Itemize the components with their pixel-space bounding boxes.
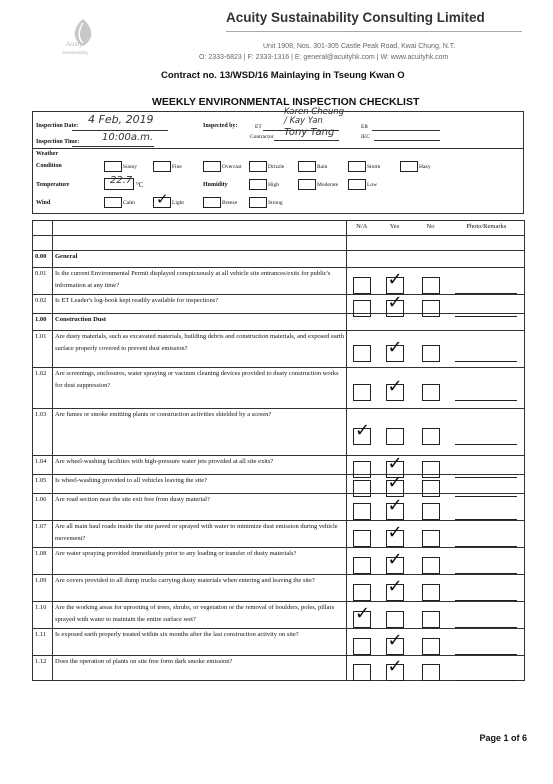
item-number: 1.12 xyxy=(33,656,53,681)
remarks-line[interactable] xyxy=(455,546,517,547)
et-value: Karen Cheung / Kay Yan xyxy=(284,107,345,126)
section-row xyxy=(33,251,525,268)
header-na: N/A xyxy=(347,221,377,236)
item-question: Are dusty materials, such as excavated materials, building debris and construction materials, and exposed earth surface properly covered to prevent dust emission? xyxy=(53,331,347,368)
checkbox-overcast[interactable] xyxy=(203,161,221,172)
weather-label: Weather xyxy=(36,151,58,157)
item-number: 1.09 xyxy=(33,575,53,602)
option-label-light: Light xyxy=(172,200,184,206)
tick-icon: ✓ xyxy=(156,190,169,208)
tick-icon: ✓ xyxy=(387,471,403,493)
remarks-line[interactable] xyxy=(455,293,517,294)
checkbox-no[interactable] xyxy=(422,584,440,601)
item-number: 1.07 xyxy=(33,521,53,548)
item-number: 1.05 xyxy=(33,475,53,494)
table-row xyxy=(33,521,525,548)
table-header-row xyxy=(33,221,525,236)
checklist-table xyxy=(32,220,525,681)
item-number: 1.02 xyxy=(33,368,53,409)
option-label-rain: Rain xyxy=(317,164,328,170)
checkbox-yes[interactable] xyxy=(386,655,404,681)
option-label-hazy: Hazy xyxy=(419,164,431,170)
table-row xyxy=(33,409,525,456)
condition-label: Condition xyxy=(36,163,62,169)
item-number: 1.10 xyxy=(33,602,53,629)
checkbox-drizzle[interactable] xyxy=(249,161,267,172)
inspection-time-line xyxy=(72,146,154,147)
checkbox-no[interactable] xyxy=(422,428,440,445)
checkbox-fine[interactable] xyxy=(153,161,171,172)
tick-icon: ✓ xyxy=(387,336,403,358)
checkbox-na[interactable] xyxy=(353,419,371,445)
item-number: 1.01 xyxy=(33,331,53,368)
option-label-strong: Strong xyxy=(268,200,283,206)
contractor-value: Tony Tang xyxy=(284,127,335,138)
temperature-unit: °C xyxy=(136,181,144,189)
item-question: Are all main haul roads inside the site paved or sprayed with water to minimize dust emission during vehicle movement? xyxy=(53,521,347,548)
tick-icon: ✓ xyxy=(387,655,403,677)
option-label-moderate: Moderate xyxy=(317,182,339,188)
checkbox-high[interactable] xyxy=(249,179,267,190)
checkbox-na[interactable] xyxy=(353,557,371,574)
item-number: 1.03 xyxy=(33,409,53,456)
wind-label: Wind xyxy=(36,200,51,206)
item-question: Are fumes or smoke emitting plants or construction activities shielded by a screen? xyxy=(53,409,347,456)
logo-subtext: Sustainability xyxy=(62,50,89,55)
checkbox-na[interactable] xyxy=(353,584,371,601)
contractor-line xyxy=(274,140,339,141)
remarks-line[interactable] xyxy=(455,654,517,655)
checkbox-no[interactable] xyxy=(422,503,440,520)
option-label-storm: Storm xyxy=(367,164,381,170)
item-number: 0.01 xyxy=(33,268,53,295)
tick-icon: ✓ xyxy=(387,375,403,397)
item-question: Does the operation of plants on site free form dark smoke emission? xyxy=(53,656,347,681)
table-row xyxy=(33,629,525,656)
tick-icon: ✓ xyxy=(387,629,403,651)
item-question: Are screenings, enclosures, water spraying or vacuum cleaning devices provided to dusty construction works for dust suppression? xyxy=(53,368,347,409)
table-row xyxy=(33,368,525,409)
item-question: Is ET Leader's log-book kept readily available for inspections? xyxy=(53,295,347,314)
checkbox-na[interactable] xyxy=(353,638,371,655)
table-row xyxy=(33,475,525,494)
checkbox-na[interactable] xyxy=(353,602,371,628)
checkbox-yes[interactable] xyxy=(386,521,404,547)
checkbox-na[interactable] xyxy=(353,530,371,547)
checkbox-na[interactable] xyxy=(353,277,371,294)
item-number: 1.08 xyxy=(33,548,53,575)
item-number: 1.00 xyxy=(33,314,53,331)
remarks-line[interactable] xyxy=(455,627,517,628)
checkbox-no[interactable] xyxy=(422,664,440,681)
company-name: Acuity Sustainability Consulting Limited xyxy=(226,10,485,25)
item-number: 1.06 xyxy=(33,494,53,521)
tick-icon: ✓ xyxy=(355,602,371,624)
checkbox-yes[interactable] xyxy=(386,268,404,294)
checkbox-no[interactable] xyxy=(422,277,440,294)
table-row xyxy=(33,548,525,575)
checkbox-moderate[interactable] xyxy=(298,179,316,190)
checkbox-yes[interactable] xyxy=(386,629,404,655)
tick-icon: ✓ xyxy=(387,268,403,290)
option-label-calm: Calm xyxy=(123,200,135,206)
company-address: Unit 1908, Nos. 301-305 Castle Peak Road, Kwai Chung, N.T. xyxy=(263,43,456,50)
remarks-line[interactable] xyxy=(455,573,517,574)
item-question: Are water spraying provided immediately prior to any loading or transfer of dusty materials? xyxy=(53,548,347,575)
iec-label: IEC xyxy=(361,134,370,140)
remarks-line[interactable] xyxy=(455,600,517,601)
header-no: No xyxy=(413,221,449,236)
checkbox-low[interactable] xyxy=(348,179,366,190)
checkbox-breeze[interactable] xyxy=(203,197,221,208)
header-divider xyxy=(226,31,522,32)
item-number: 1.11 xyxy=(33,629,53,656)
page-title: WEEKLY ENVIRONMENTAL INSPECTION CHECKLIST xyxy=(152,96,420,108)
table-row xyxy=(33,456,525,475)
inspected-by-label: Inspected by: xyxy=(203,123,238,129)
et-label: ET xyxy=(255,124,262,130)
contract-title: Contract no. 13/WSD/16 Mainlaying in Tseung Kwan O xyxy=(161,70,405,81)
section-row xyxy=(33,314,525,331)
checkbox-calm[interactable] xyxy=(104,197,122,208)
remarks-line[interactable] xyxy=(455,519,517,520)
item-question: Is the current Environmental Permit displayed conspicuously at all vehicle site entrances/exits for public's information at any time? xyxy=(53,268,347,295)
company-logo xyxy=(58,14,108,64)
option-label-drizzle: Drizzle xyxy=(268,164,285,170)
checkbox-yes[interactable] xyxy=(386,548,404,574)
item-question: Are the working areas for uprooting of trees, shrubs, or vegetation or the removal of boulders, poles, pillars sprayed with water to maintain the entire surface wet? xyxy=(53,602,347,629)
checkbox-rain[interactable] xyxy=(298,161,316,172)
tick-icon: ✓ xyxy=(387,548,403,570)
option-label-sunny: Sunny xyxy=(123,164,138,170)
checkbox-sunny[interactable] xyxy=(104,161,122,172)
remarks-line[interactable] xyxy=(455,444,517,445)
header-yes: Yes xyxy=(377,221,413,236)
tick-icon: ✓ xyxy=(387,575,403,597)
iec-line xyxy=(374,140,440,141)
option-label-overcast: Overcast xyxy=(222,164,242,170)
checkbox-storm[interactable] xyxy=(348,161,366,172)
option-label-high: High xyxy=(268,182,279,188)
table-row xyxy=(33,602,525,629)
checkbox-no[interactable] xyxy=(422,638,440,655)
header-remarks: Photo/Remarks xyxy=(449,221,525,236)
table-row xyxy=(33,268,525,295)
remarks-line[interactable] xyxy=(455,400,517,401)
tick-icon: ✓ xyxy=(387,521,403,543)
humidity-label: Humidity xyxy=(203,182,228,188)
tick-icon: ✓ xyxy=(387,452,403,474)
inspection-time-label: Inspection Time: xyxy=(36,139,80,145)
item-question: Are road section near the site exit free from dusty material? xyxy=(53,494,347,521)
checkbox-na[interactable] xyxy=(353,664,371,681)
item-number: 0.02 xyxy=(33,295,53,314)
section-title: Construction Dust xyxy=(53,314,347,331)
tick-icon: ✓ xyxy=(387,291,403,313)
checkbox-yes[interactable] xyxy=(386,428,404,445)
checkbox-no[interactable] xyxy=(422,345,440,362)
option-label-fine: Fine xyxy=(172,164,182,170)
inspection-time-value: 10:00a.m. xyxy=(102,132,154,143)
checkbox-na[interactable] xyxy=(353,345,371,362)
checkbox-yes[interactable] xyxy=(386,336,404,362)
checkbox-no[interactable] xyxy=(422,611,440,628)
page-number: Page 1 of 6 xyxy=(479,733,527,743)
item-question: Is exposed earth properly treated within six months after the last construction activity on site? xyxy=(53,629,347,656)
table-row xyxy=(33,295,525,314)
inspection-date-line xyxy=(72,130,168,131)
option-label-low: Low xyxy=(367,182,378,188)
checkbox-yes[interactable] xyxy=(386,494,404,520)
option-label-breeze: Breeze xyxy=(222,200,238,206)
item-question: Is wheel-washing provided to all vehicles leaving the site? xyxy=(53,475,347,494)
checkbox-yes[interactable] xyxy=(386,611,404,628)
company-contacts: O: 2333-6823 | F: 2333-1316 | E: general@acuityhk.com | W: www.acuityhk.com xyxy=(199,54,449,61)
contractor-label: Contractor xyxy=(250,134,274,140)
checkbox-no[interactable] xyxy=(422,557,440,574)
remarks-line[interactable] xyxy=(455,361,517,362)
leaf-logo-icon xyxy=(58,14,108,64)
inspection-date-label: Inspection Date: xyxy=(36,123,79,129)
checkbox-no[interactable] xyxy=(422,530,440,547)
checkbox-no[interactable] xyxy=(422,384,440,401)
tick-icon: ✓ xyxy=(387,494,403,516)
table-row xyxy=(33,331,525,368)
checkbox-yes[interactable] xyxy=(386,375,404,401)
table-row xyxy=(33,494,525,521)
temperature-value: 22.7 xyxy=(110,175,133,186)
spacer-row xyxy=(33,236,525,251)
table-row xyxy=(33,575,525,602)
er-label: ER xyxy=(361,124,369,130)
checkbox-light[interactable] xyxy=(153,190,171,208)
tick-icon: ✓ xyxy=(355,419,371,441)
inspection-date-value: 4 Feb, 2019 xyxy=(88,113,154,126)
section-title: General xyxy=(53,251,347,268)
checkbox-na[interactable] xyxy=(353,503,371,520)
logo-text: Acuity xyxy=(66,42,83,48)
item-number: 0.00 xyxy=(33,251,53,268)
temperature-label: Temperature xyxy=(36,182,70,188)
remarks-line[interactable] xyxy=(455,680,517,681)
table-row xyxy=(33,656,525,681)
item-question: Are covers provided to all dump trucks carrying dusty materials when entering and leaving the site? xyxy=(53,575,347,602)
weather-divider xyxy=(32,148,524,149)
item-question: Are wheel-washing facilities with high-pressure water jets provided at all site exits? xyxy=(53,456,347,475)
er-line xyxy=(372,130,440,131)
checkbox-yes[interactable] xyxy=(386,575,404,601)
checkbox-na[interactable] xyxy=(353,384,371,401)
checkbox-strong[interactable] xyxy=(249,197,267,208)
item-number: 1.04 xyxy=(33,456,53,475)
checkbox-hazy[interactable] xyxy=(400,161,418,172)
